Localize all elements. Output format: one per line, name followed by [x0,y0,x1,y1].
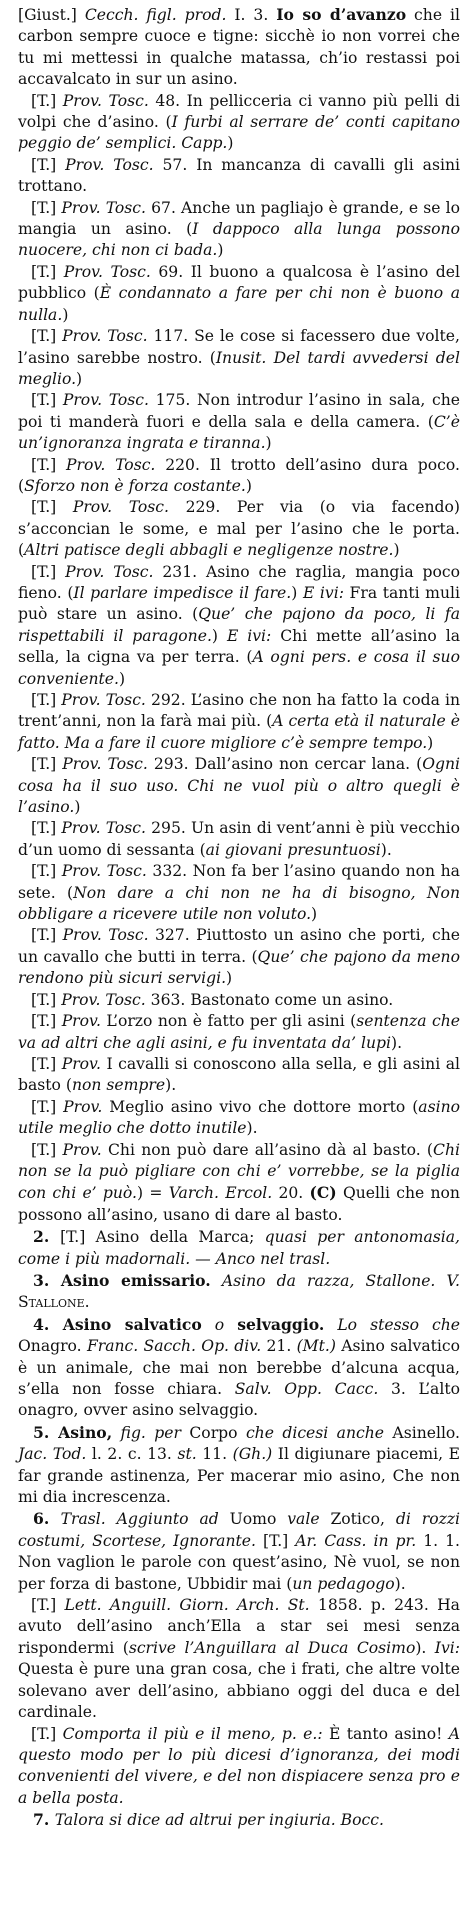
text-run: Salv. Opp. Cacc. [234,1380,379,1398]
entry-paragraph [18,1314,460,1422]
text-run: Quelli che non possono all’asino, usano di dare al basto. [18,1184,460,1224]
text-run: Io so d’avanzo [276,5,407,24]
text-run: 117. Se le cose si facessero due volte, l’asino sarebbe nostro. ( [18,327,460,367]
text-run: ) [227,134,234,153]
text-run: 20. [272,1184,310,1203]
entry-paragraph [18,198,460,262]
text-run: Varch. Ercol. [168,1184,273,1203]
text-run: Chi non può dare all’asino dà al basto. ( [101,1140,434,1159]
text-run: [T.] [31,1724,63,1743]
text-run: 363. Bastonato come un asino. [145,990,394,1009]
entry-paragraph [18,1054,460,1097]
entry-paragraph [18,262,460,326]
text-run: [T.] [31,926,63,945]
text-run: [T.] [31,862,62,881]
text-run: 4. Asino salvatico [33,1314,202,1334]
text-run: I. 3. [226,6,277,24]
text-run: ). [391,1033,403,1052]
text-run: [T.] [31,1012,62,1031]
text-run: Sforzo non è forza costante. [24,476,246,495]
text-run: Stallone. [18,1293,90,1312]
text-run: [T.] Asino della Marca; [60,1228,265,1247]
text-run: scrive l’Anguillara al Duca Cosimo [128,1638,416,1657]
text-run: ) [217,241,224,260]
text-run: Prov. [61,1054,101,1073]
text-run: Lett. Anguill. Giorn. Arch. St. [64,1596,310,1615]
text-run: sentenza che va ad altri che agli asini, e fu inventata da’ lupi [18,1012,460,1052]
entry-paragraph [18,1097,460,1140]
entry-paragraph [18,754,460,818]
text-run: [T.] [31,198,62,217]
text-run: Que’ che pajono da meno rendono più sicuri servigi. [18,947,460,988]
text-run: 69. Il buono a qualcosa è l’asino del pubblico ( [18,262,460,303]
text-run: 48. In pellicceria ci vanno più pelli di volpi che d’asino. ( [18,91,460,132]
text-run: ) [211,626,227,645]
entry-paragraph [18,1595,460,1723]
text-run: A certa età il naturale è fatto. Ma a fare il cuore migliore c’è sempre tempo. [18,712,460,752]
entry-paragraph [18,861,460,925]
text-run: Prov. Tosc. [61,862,147,881]
text-run: 332. Non fa ber l’asino quando non ha sete. ( [18,862,460,902]
text-run: 292. L’asino che non ha fatto la coda in trent’anni, non la farà mai più. ( [18,691,460,731]
text-run: Zotico, [319,1510,396,1529]
entry-paragraph [18,1226,460,1270]
text-run: ). [165,1076,177,1095]
text-run: [T.] [31,91,63,110]
text-run: ) [118,669,126,688]
text-run: Prov. Tosc. [61,691,146,709]
text-run: Prov. Tosc. [61,198,146,217]
text-run: 220. Il trotto dell’asino dura poco. ( [18,455,460,495]
text-run: di rozzi costumi, Scortese, Ignorante. [18,1510,461,1550]
entry-paragraph [18,925,460,989]
text-run: A questo modo per lo più dicesi d’ignoranza, dei modi convenienti del vivere, e del non dispiacere senza pro e a bella posta. [18,1724,460,1807]
text-run: Trasl. Aggiunto ad [60,1510,219,1529]
text-run: Ar. Cass. in pr. [295,1531,417,1550]
entry-paragraph [18,155,460,198]
entry-paragraph [18,1422,460,1509]
text-run: 57. In mancanza di cavalli gli asini trottano. [18,155,460,196]
text-run: ) [62,305,69,324]
entry-paragraph [18,91,460,155]
text-run: Uomo [218,1510,288,1529]
text-run: ). [394,1574,406,1593]
text-run: Chi non se la può pigliare con chi e’ vorrebbe, se la piglia con chi e’ può. [18,1140,460,1203]
entry-paragraph [18,1140,460,1227]
text-run: Prov. Tosc. [62,755,148,774]
text-run: ). [380,840,392,859]
text-run: L’orzo non è fatto per gli asini ( [100,1012,357,1031]
text-run: [T.] [31,1054,62,1073]
text-run: [T.] [31,155,66,174]
text-run: Non dare a chi non ne ha di bisogno, Non obbligare a ricevere utile non voluto. [18,883,460,924]
text-run: che dicesi anche [245,1423,385,1442]
entry-paragraph [18,455,460,498]
text-run: Lo stesso che [337,1315,460,1334]
text-run: [T.] [31,562,66,581]
text-run: [T.] [31,691,62,709]
text-run: ) = [137,1184,169,1203]
text-run: I cavalli si conoscono alla sella, e gli asini al basto ( [18,1054,460,1095]
text-run: [T.] [31,1596,65,1615]
text-run: ). [415,1638,435,1657]
entry-paragraph [18,390,460,454]
text-run: [T.] [31,819,62,838]
text-run: ) [74,798,81,817]
text-run [112,1424,120,1442]
text-run: (Mt.) [296,1337,336,1356]
text-run: Cecch. figl. prod. [84,6,227,24]
text-run: I dappoco alla lunga possono nuocere, chi non ci bada. [18,220,460,260]
text-run: Asino da razza, Stallone. V. [221,1271,460,1290]
text-run: selvaggio. [237,1314,325,1334]
text-run: Jac. Tod. [18,1445,87,1464]
entry-paragraph [18,818,460,861]
text-run: Asinello. [384,1423,461,1442]
text-run: Talora si dice ad altrui per ingiuria. Bocc. [54,1811,384,1830]
text-run: 2. [33,1227,61,1247]
text-run: [T.] [31,455,67,474]
text-run: Comporta il più e il meno, p. e.: [62,1724,323,1743]
text-run: [T.] [31,498,73,517]
text-run: 293. Dall’asino non cercar lana. ( [147,755,423,774]
text-run: 3. L’alto onagro, ovver asino selvaggio. [18,1380,460,1420]
text-run: ) [245,476,252,495]
text-run: [T.] [31,1097,64,1116]
text-run: l. 2. c. 13. [86,1445,178,1464]
text-run: Ivi: [434,1638,461,1657]
text-run: 5. Asino, [33,1422,113,1442]
text-run: asino utile meglio che dotto inutile [18,1097,460,1138]
text-run: Onagro. [18,1337,87,1356]
entry-paragraph [18,1270,460,1314]
text-run: Il digiunare piacemi, E far grande astinenza, Per macerar mio asino, Che non mi dia increscenza. [18,1445,460,1507]
text-run: Prov. Tosc. [65,562,154,581]
text-run: Prov. [61,1012,101,1031]
entry-paragraph [18,1809,460,1831]
text-run: [T.] [31,391,63,410]
text-run: 175. Non introdur l’asino in sala, che poi ti manderà fuori e della sala e della camera. ( [18,391,460,431]
text-run: Prov. Tosc. [66,455,156,474]
text-run: Prov. Tosc. [72,498,169,517]
text-run: non sempre [71,1076,166,1095]
text-run: 7. [33,1810,55,1830]
text-run: 327. Piuttosto un asino che porti, che un cavallo che butti in terra. ( [18,926,460,966]
text-run: Fra tanti muli può stare un asino. ( [18,583,460,624]
text-run: ) [265,434,272,453]
text-run: Prov. Tosc. [63,262,151,281]
entry-paragraph [18,990,460,1011]
text-run: Inusit. Del tardi avvedersi del meglio. [18,348,460,388]
text-run: Prov. Tosc. [62,926,149,945]
text-run: st. [177,1445,197,1464]
text-run: Chi mette all’asino la sella, la cigna va per terra. ( [18,626,460,667]
text-run: ). [246,1119,258,1138]
text-run: E ivi: [302,583,344,602]
text-run: Franc. Sacch. Op. div. [86,1337,262,1356]
text-run: 11. [196,1445,233,1464]
text-run: Corpo [180,1423,246,1442]
text-run: [T.] [255,1531,296,1550]
text-run: Prov. Tosc. [61,990,146,1009]
text-run: o [201,1315,238,1334]
text-run: È condannato a fare per chi non è buono a nulla. [18,284,460,324]
text-run: Ogni cosa ha il suo uso. Chi ne vuol più o altro quegli è l’asino. [18,755,460,817]
text-run: ) [311,905,318,924]
entry-paragraph [18,326,460,390]
text-run: vale [287,1510,320,1529]
text-run: Il parlare impedisce il fare. [73,583,292,602]
text-run: Questa è pure una gran cosa, che i frati, che altre volte solevano aver dell’asino, abbiano oggi del duca e del cardinale. [18,1660,460,1722]
text-run: Asino salvatico è un animale, che mai non berebbe d’alcuna acqua, s’ella non fosse chiara. [18,1337,460,1398]
text-run: ) [393,541,400,560]
text-run: [T.] [31,1140,63,1159]
text-run: 231. Asino che raglia, mangia poco fieno. ( [18,562,460,602]
text-run: Prov. [63,1097,103,1116]
text-run: Altri patisce degli abbagli e negligenze nostre. [24,541,394,560]
text-run: È tanto asino! [322,1724,449,1743]
text-run: ) [427,733,434,752]
entry-paragraph [18,1508,460,1595]
text-run: I furbi al serrare de’ conti capitano peggio de’ semplici. Capp. [18,113,460,153]
text-run: [T.] [31,990,62,1009]
entry-paragraph [18,562,460,690]
text-run: 6. [33,1509,61,1529]
text-run: un pedagogo [292,1574,395,1593]
text-run: 3. Asino emissario. [33,1270,211,1290]
entry-paragraph [18,690,460,754]
text-run: A ogni pers. e cosa il suo conveniente. [18,648,460,688]
text-run: (C) [309,1183,337,1203]
entry-paragraph [18,497,460,561]
text-run: ai giovani presuntuosi [205,840,381,859]
text-run [211,1272,222,1290]
text-run: C’è un’ignoranza ingrata e tiranna. [18,412,460,453]
entry-paragraph [18,4,460,91]
text-run: Meglio asino vivo che dottore morto ( [102,1097,419,1116]
text-run: Prov. Tosc. [62,327,148,346]
text-run: 295. Un asin di vent’anni è più vecchio d’un uomo di sessanta ( [18,819,460,859]
text-run: che il carbon sempre cuoce e tigne: sicchè io non vorrei che tu mi mettessi in qualche matassa, ch’io restassi poi accavalcato in sur un asino. [18,6,460,89]
text-run: (Gh.) [232,1445,273,1464]
text-run: Que’ che pajono da poco, li fa rispettabili il paragone. [18,605,460,645]
text-run: ) [226,969,233,988]
text-run: [T.] [31,755,63,774]
text-run: Prov. Tosc. [65,155,154,174]
text-run: Prov. [62,1140,102,1159]
text-run: 1. 1. Non vaglion le parole con quest’asino, Nè vuol, se non per forza di bastone, Ubbidir mai ( [18,1531,461,1593]
text-run: [T.] [31,262,64,281]
text-run: ) [291,583,303,602]
text-run: Prov. Tosc. [61,819,146,838]
text-run: [Giust.] [18,6,85,24]
text-run: ) [76,369,83,388]
text-run: 21. [261,1337,297,1356]
text-run [324,1316,337,1334]
text-run: quasi per antonomasia, come i più madornali. — Anco nel trasl. [18,1228,460,1268]
text-run: fig. per [120,1423,181,1442]
text-run: E ivi: [226,626,272,645]
text-run: 1858. p. 243. Ha avuto dell’asino anch’Ella a star sei mesi senza rispondermi ( [18,1596,460,1657]
entry-paragraph [18,1724,460,1810]
entry-paragraph [18,1011,460,1054]
text-run: Prov. Tosc. [62,91,149,110]
text-run: 67. Anche un pagliajo è grande, e se lo mangia un asino. ( [18,198,460,239]
text-run: Prov. Tosc. [62,391,149,410]
text-run: 229. Per via (o via facendo) s’acconcian le some, e mal per l’asino che le porta. ( [18,498,460,560]
text-run: [T.] [31,327,63,346]
